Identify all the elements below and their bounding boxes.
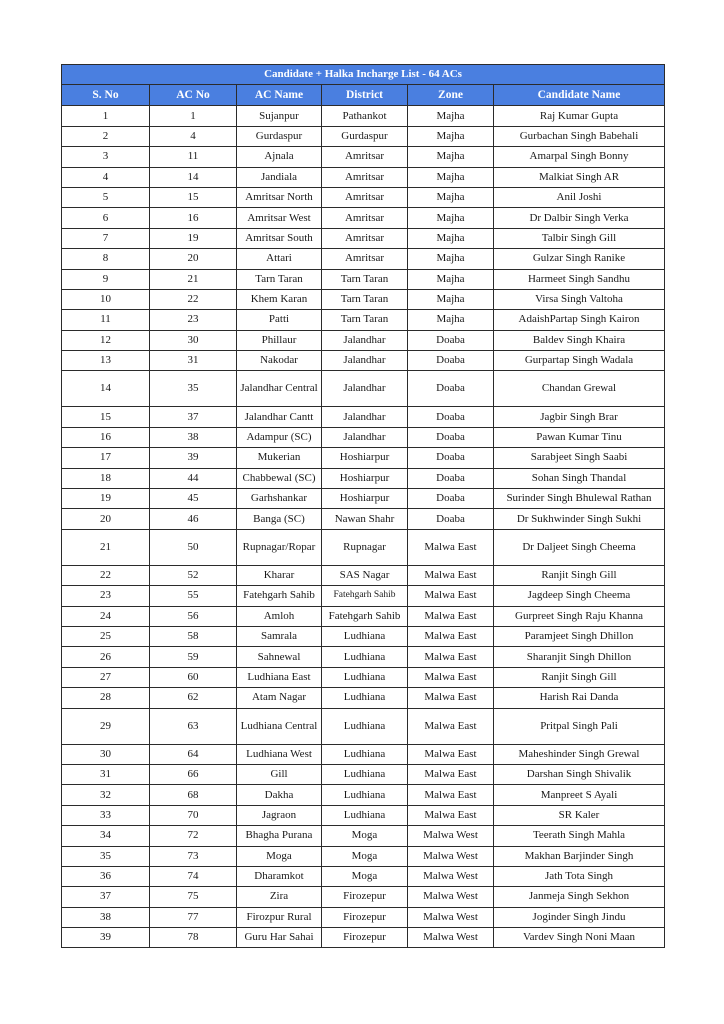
table-row <box>62 626 665 646</box>
cell-zone: Malwa East <box>408 565 494 585</box>
cell-district: Gurdaspur <box>322 126 408 146</box>
table-row <box>62 785 665 805</box>
cell-sno: 12 <box>62 330 150 350</box>
cell-candidate-name: Pawan Kumar Tinu <box>494 427 665 447</box>
cell-ac-no: 72 <box>150 826 237 846</box>
cell-sno: 3 <box>62 147 150 167</box>
cell-ac-no: 11 <box>150 147 237 167</box>
cell-ac-no: 68 <box>150 785 237 805</box>
cell-candidate-name: Sarabjeet Singh Saabi <box>494 448 665 468</box>
table-row <box>62 606 665 626</box>
cell-zone: Malwa East <box>408 647 494 667</box>
cell-district: Nawan Shahr <box>322 509 408 529</box>
cell-ac-no: 55 <box>150 586 237 606</box>
cell-district: Ludhiana <box>322 805 408 825</box>
cell-district: Jalandhar <box>322 371 408 407</box>
cell-ac-name: Zira <box>237 887 322 907</box>
cell-ac-name: Ludhiana East <box>237 667 322 687</box>
table-row <box>62 826 665 846</box>
cell-sno: 21 <box>62 529 150 565</box>
cell-ac-name: Tarn Taran <box>237 269 322 289</box>
cell-candidate-name: Gurpreet Singh Raju Khanna <box>494 606 665 626</box>
cell-ac-name: Adampur (SC) <box>237 427 322 447</box>
cell-zone: Malwa East <box>408 805 494 825</box>
cell-ac-no: 44 <box>150 468 237 488</box>
cell-candidate-name: AdaishPartap Singh Kairon <box>494 310 665 330</box>
cell-candidate-name: Talbir Singh Gill <box>494 228 665 248</box>
cell-ac-no: 59 <box>150 647 237 667</box>
cell-candidate-name: Surinder Singh Bhulewal Rathan <box>494 489 665 509</box>
cell-ac-name: Bhagha Purana <box>237 826 322 846</box>
cell-ac-name: Ludhiana West <box>237 744 322 764</box>
cell-candidate-name: SR Kaler <box>494 805 665 825</box>
cell-candidate-name: Teerath Singh Mahla <box>494 826 665 846</box>
table-row <box>62 147 665 167</box>
cell-sno: 16 <box>62 427 150 447</box>
cell-candidate-name: Dr Daljeet Singh Cheema <box>494 529 665 565</box>
table-row <box>62 764 665 784</box>
cell-sno: 38 <box>62 907 150 927</box>
column-header-zone: Zone <box>408 85 494 106</box>
table-row <box>62 187 665 207</box>
cell-zone: Majha <box>408 187 494 207</box>
cell-ac-no: 52 <box>150 565 237 585</box>
cell-district: Amritsar <box>322 187 408 207</box>
cell-sno: 22 <box>62 565 150 585</box>
cell-candidate-name: Dr Sukhwinder Singh Sukhi <box>494 509 665 529</box>
cell-zone: Malwa East <box>408 785 494 805</box>
table-row <box>62 208 665 228</box>
table-row <box>62 647 665 667</box>
cell-district: Amritsar <box>322 167 408 187</box>
cell-ac-no: 38 <box>150 427 237 447</box>
cell-zone: Malwa West <box>408 826 494 846</box>
cell-zone: Majha <box>408 167 494 187</box>
cell-zone: Majha <box>408 147 494 167</box>
table-row <box>62 805 665 825</box>
cell-district: Firozepur <box>322 887 408 907</box>
cell-sno: 33 <box>62 805 150 825</box>
cell-ac-name: Jagraon <box>237 805 322 825</box>
cell-candidate-name: Gurpartap Singh Wadala <box>494 351 665 371</box>
cell-zone: Majha <box>408 106 494 126</box>
cell-zone: Malwa West <box>408 907 494 927</box>
cell-sno: 4 <box>62 167 150 187</box>
cell-ac-no: 78 <box>150 928 237 948</box>
cell-zone: Malwa East <box>408 667 494 687</box>
cell-zone: Malwa East <box>408 529 494 565</box>
cell-sno: 31 <box>62 764 150 784</box>
cell-sno: 5 <box>62 187 150 207</box>
cell-district: Moga <box>322 846 408 866</box>
cell-sno: 36 <box>62 866 150 886</box>
cell-district: Hoshiarpur <box>322 489 408 509</box>
cell-sno: 27 <box>62 667 150 687</box>
cell-sno: 37 <box>62 887 150 907</box>
cell-sno: 6 <box>62 208 150 228</box>
cell-ac-no: 62 <box>150 688 237 708</box>
table-header-row <box>62 85 665 106</box>
cell-district: Firozepur <box>322 907 408 927</box>
table-row <box>62 167 665 187</box>
cell-candidate-name: Ranjit Singh Gill <box>494 565 665 585</box>
cell-ac-no: 4 <box>150 126 237 146</box>
table-title-row <box>62 65 665 85</box>
table-row <box>62 126 665 146</box>
cell-zone: Majha <box>408 289 494 309</box>
cell-sno: 1 <box>62 106 150 126</box>
cell-ac-name: Amritsar South <box>237 228 322 248</box>
table-row <box>62 330 665 350</box>
cell-district: Ludhiana <box>322 647 408 667</box>
cell-sno: 8 <box>62 249 150 269</box>
table-row <box>62 228 665 248</box>
cell-zone: Malwa West <box>408 928 494 948</box>
cell-zone: Majha <box>408 249 494 269</box>
cell-district: Fatehgarh Sahib <box>322 606 408 626</box>
cell-candidate-name: Sohan Singh Thandal <box>494 468 665 488</box>
cell-sno: 9 <box>62 269 150 289</box>
cell-candidate-name: Maheshinder Singh Grewal <box>494 744 665 764</box>
cell-ac-name: Chabbewal (SC) <box>237 468 322 488</box>
cell-candidate-name: Manpreet S Ayali <box>494 785 665 805</box>
table-row <box>62 351 665 371</box>
table-row <box>62 310 665 330</box>
cell-district: Rupnagar <box>322 529 408 565</box>
cell-district: Amritsar <box>322 208 408 228</box>
cell-candidate-name: Anil Joshi <box>494 187 665 207</box>
cell-sno: 11 <box>62 310 150 330</box>
table-row <box>62 427 665 447</box>
cell-ac-name: Fatehgarh Sahib <box>237 586 322 606</box>
cell-district: Ludhiana <box>322 764 408 784</box>
cell-ac-no: 50 <box>150 529 237 565</box>
cell-district: SAS Nagar <box>322 565 408 585</box>
cell-sno: 30 <box>62 744 150 764</box>
cell-ac-no: 58 <box>150 626 237 646</box>
cell-ac-no: 46 <box>150 509 237 529</box>
table-row <box>62 887 665 907</box>
table-row <box>62 489 665 509</box>
table-row <box>62 565 665 585</box>
cell-ac-name: Amritsar West <box>237 208 322 228</box>
cell-ac-no: 39 <box>150 448 237 468</box>
cell-zone: Doaba <box>408 427 494 447</box>
cell-district: Hoshiarpur <box>322 448 408 468</box>
table-row <box>62 371 665 407</box>
cell-ac-no: 75 <box>150 887 237 907</box>
cell-ac-no: 63 <box>150 708 237 744</box>
cell-ac-no: 30 <box>150 330 237 350</box>
cell-zone: Malwa East <box>408 744 494 764</box>
table-row <box>62 269 665 289</box>
column-header-district: District <box>322 85 408 106</box>
cell-ac-no: 21 <box>150 269 237 289</box>
cell-district: Jalandhar <box>322 351 408 371</box>
cell-ac-no: 70 <box>150 805 237 825</box>
cell-district: Jalandhar <box>322 330 408 350</box>
table-row <box>62 586 665 606</box>
cell-zone: Majha <box>408 310 494 330</box>
cell-sno: 28 <box>62 688 150 708</box>
cell-sno: 17 <box>62 448 150 468</box>
cell-sno: 24 <box>62 606 150 626</box>
cell-sno: 13 <box>62 351 150 371</box>
cell-district: Hoshiarpur <box>322 468 408 488</box>
cell-candidate-name: Harmeet Singh Sandhu <box>494 269 665 289</box>
cell-zone: Majha <box>408 269 494 289</box>
cell-ac-name: Gill <box>237 764 322 784</box>
cell-candidate-name: Janmeja Singh Sekhon <box>494 887 665 907</box>
cell-district: Amritsar <box>322 147 408 167</box>
table-row <box>62 667 665 687</box>
table-row <box>62 407 665 427</box>
cell-sno: 34 <box>62 826 150 846</box>
cell-ac-no: 77 <box>150 907 237 927</box>
cell-ac-name: Sujanpur <box>237 106 322 126</box>
cell-candidate-name: Makhan Barjinder Singh <box>494 846 665 866</box>
cell-ac-name: Ludhiana Central <box>237 708 322 744</box>
cell-ac-name: Jalandhar Central <box>237 371 322 407</box>
cell-sno: 25 <box>62 626 150 646</box>
cell-candidate-name: Harish Rai Danda <box>494 688 665 708</box>
cell-ac-no: 56 <box>150 606 237 626</box>
cell-district: Jalandhar <box>322 407 408 427</box>
cell-sno: 32 <box>62 785 150 805</box>
table-body <box>62 106 665 948</box>
cell-ac-no: 66 <box>150 764 237 784</box>
cell-ac-name: Moga <box>237 846 322 866</box>
cell-candidate-name: Virsa Singh Valtoha <box>494 289 665 309</box>
cell-district: Ludhiana <box>322 688 408 708</box>
cell-ac-name: Patti <box>237 310 322 330</box>
cell-sno: 23 <box>62 586 150 606</box>
cell-ac-no: 73 <box>150 846 237 866</box>
cell-zone: Doaba <box>408 509 494 529</box>
cell-candidate-name: Jagbir Singh Brar <box>494 407 665 427</box>
cell-ac-name: Ajnala <box>237 147 322 167</box>
cell-zone: Malwa East <box>408 586 494 606</box>
cell-candidate-name: Sharanjit Singh Dhillon <box>494 647 665 667</box>
cell-zone: Malwa East <box>408 688 494 708</box>
cell-ac-no: 22 <box>150 289 237 309</box>
cell-zone: Doaba <box>408 330 494 350</box>
cell-district: Firozepur <box>322 928 408 948</box>
cell-ac-name: Dharamkot <box>237 866 322 886</box>
cell-candidate-name: Gulzar Singh Ranike <box>494 249 665 269</box>
cell-district: Tarn Taran <box>322 310 408 330</box>
cell-district: Amritsar <box>322 249 408 269</box>
cell-ac-name: Garhshankar <box>237 489 322 509</box>
cell-zone: Doaba <box>408 448 494 468</box>
cell-zone: Majha <box>408 126 494 146</box>
column-header-ac-no: AC No <box>150 85 237 106</box>
cell-sno: 19 <box>62 489 150 509</box>
cell-district: Jalandhar <box>322 427 408 447</box>
cell-zone: Malwa West <box>408 866 494 886</box>
cell-candidate-name: Ranjit Singh Gill <box>494 667 665 687</box>
cell-district: Amritsar <box>322 228 408 248</box>
cell-ac-no: 15 <box>150 187 237 207</box>
cell-ac-no: 35 <box>150 371 237 407</box>
table-row <box>62 708 665 744</box>
cell-zone: Malwa East <box>408 708 494 744</box>
cell-ac-name: Jalandhar Cantt <box>237 407 322 427</box>
cell-zone: Doaba <box>408 468 494 488</box>
cell-ac-name: Sahnewal <box>237 647 322 667</box>
cell-ac-no: 60 <box>150 667 237 687</box>
cell-ac-no: 31 <box>150 351 237 371</box>
cell-ac-no: 16 <box>150 208 237 228</box>
cell-ac-name: Gurdaspur <box>237 126 322 146</box>
cell-ac-no: 14 <box>150 167 237 187</box>
cell-ac-name: Dakha <box>237 785 322 805</box>
cell-zone: Malwa East <box>408 606 494 626</box>
column-header-candidate-name: Candidate Name <box>494 85 665 106</box>
cell-sno: 18 <box>62 468 150 488</box>
cell-ac-no: 45 <box>150 489 237 509</box>
cell-candidate-name: Gurbachan Singh Babehali <box>494 126 665 146</box>
cell-ac-name: Banga (SC) <box>237 509 322 529</box>
cell-candidate-name: Dr Dalbir Singh Verka <box>494 208 665 228</box>
table-row <box>62 846 665 866</box>
cell-sno: 15 <box>62 407 150 427</box>
cell-district: Pathankot <box>322 106 408 126</box>
cell-district: Tarn Taran <box>322 269 408 289</box>
cell-candidate-name: Jagdeep Singh Cheema <box>494 586 665 606</box>
cell-ac-no: 19 <box>150 228 237 248</box>
cell-zone: Doaba <box>408 489 494 509</box>
cell-candidate-name: Paramjeet Singh Dhillon <box>494 626 665 646</box>
cell-district: Moga <box>322 866 408 886</box>
table-row <box>62 688 665 708</box>
cell-sno: 20 <box>62 509 150 529</box>
cell-candidate-name: Pritpal Singh Pali <box>494 708 665 744</box>
table-row <box>62 509 665 529</box>
cell-sno: 26 <box>62 647 150 667</box>
cell-candidate-name: Joginder Singh Jindu <box>494 907 665 927</box>
cell-ac-name: Nakodar <box>237 351 322 371</box>
cell-ac-name: Amloh <box>237 606 322 626</box>
table-row <box>62 744 665 764</box>
cell-ac-name: Firozpur Rural <box>237 907 322 927</box>
cell-ac-name: Guru Har Sahai <box>237 928 322 948</box>
table-row <box>62 106 665 126</box>
cell-zone: Malwa East <box>408 626 494 646</box>
cell-ac-name: Jandiala <box>237 167 322 187</box>
column-header-ac-name: AC Name <box>237 85 322 106</box>
cell-district: Ludhiana <box>322 708 408 744</box>
cell-ac-no: 23 <box>150 310 237 330</box>
table-row <box>62 866 665 886</box>
cell-zone: Doaba <box>408 371 494 407</box>
table-row <box>62 468 665 488</box>
cell-ac-no: 37 <box>150 407 237 427</box>
cell-district: Ludhiana <box>322 667 408 687</box>
cell-sno: 2 <box>62 126 150 146</box>
cell-district: Ludhiana <box>322 785 408 805</box>
column-header-sno: S. No <box>62 85 150 106</box>
cell-ac-name: Atam Nagar <box>237 688 322 708</box>
cell-candidate-name: Baldev Singh Khaira <box>494 330 665 350</box>
cell-district: Ludhiana <box>322 626 408 646</box>
cell-sno: 14 <box>62 371 150 407</box>
table-row <box>62 529 665 565</box>
candidate-table <box>61 64 665 948</box>
cell-zone: Malwa West <box>408 887 494 907</box>
cell-district: Tarn Taran <box>322 289 408 309</box>
cell-candidate-name: Raj Kumar Gupta <box>494 106 665 126</box>
cell-district: Moga <box>322 826 408 846</box>
cell-ac-name: Rupnagar/Ropar <box>237 529 322 565</box>
cell-ac-no: 1 <box>150 106 237 126</box>
cell-sno: 39 <box>62 928 150 948</box>
cell-district: Ludhiana <box>322 744 408 764</box>
cell-sno: 10 <box>62 289 150 309</box>
cell-ac-no: 74 <box>150 866 237 886</box>
cell-candidate-name: Jath Tota Singh <box>494 866 665 886</box>
cell-candidate-name: Vardev Singh Noni Maan <box>494 928 665 948</box>
cell-zone: Doaba <box>408 351 494 371</box>
cell-ac-name: Amritsar North <box>237 187 322 207</box>
cell-zone: Majha <box>408 208 494 228</box>
cell-sno: 7 <box>62 228 150 248</box>
cell-ac-name: Samrala <box>237 626 322 646</box>
cell-zone: Malwa West <box>408 846 494 866</box>
cell-candidate-name: Malkiat Singh AR <box>494 167 665 187</box>
cell-ac-name: Phillaur <box>237 330 322 350</box>
cell-ac-name: Mukerian <box>237 448 322 468</box>
cell-district: Fatehgarh Sahib <box>322 586 408 606</box>
cell-ac-no: 20 <box>150 249 237 269</box>
table-row <box>62 448 665 468</box>
table-row <box>62 289 665 309</box>
table-row <box>62 907 665 927</box>
cell-candidate-name: Chandan Grewal <box>494 371 665 407</box>
cell-ac-name: Kharar <box>237 565 322 585</box>
cell-ac-name: Attari <box>237 249 322 269</box>
table-row <box>62 928 665 948</box>
cell-candidate-name: Amarpal Singh Bonny <box>494 147 665 167</box>
table-row <box>62 249 665 269</box>
table-title: Candidate + Halka Incharge List - 64 ACs <box>62 65 665 85</box>
cell-sno: 29 <box>62 708 150 744</box>
cell-zone: Malwa East <box>408 764 494 784</box>
cell-ac-no: 64 <box>150 744 237 764</box>
cell-ac-name: Khem Karan <box>237 289 322 309</box>
cell-sno: 35 <box>62 846 150 866</box>
cell-zone: Majha <box>408 228 494 248</box>
cell-candidate-name: Darshan Singh Shivalik <box>494 764 665 784</box>
cell-zone: Doaba <box>408 407 494 427</box>
